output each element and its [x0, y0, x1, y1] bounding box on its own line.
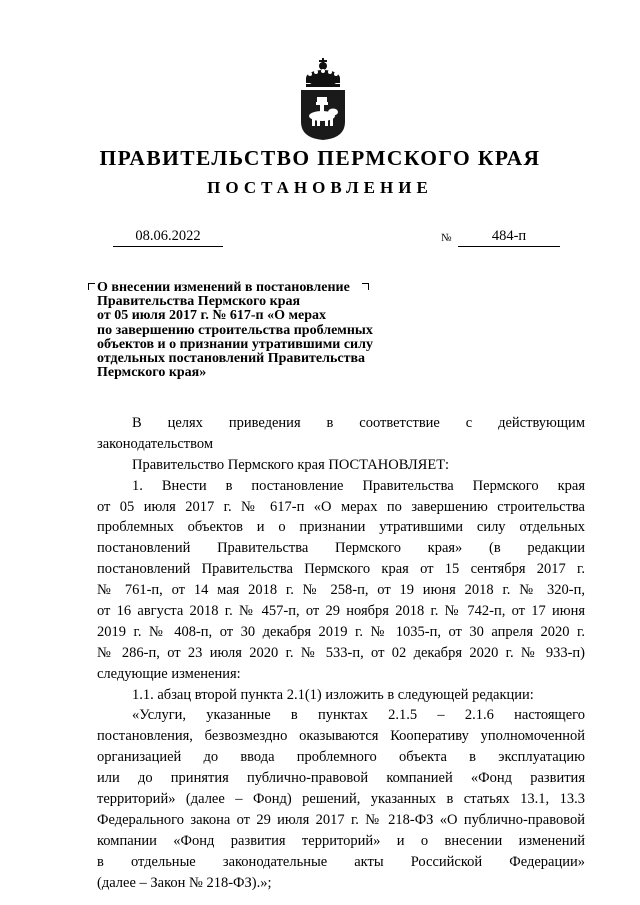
document-subject	[97, 281, 387, 380]
government-title: ПРАВИТЕЛЬСТВО ПЕРМСКОГО КРАЯ	[99, 146, 541, 170]
subject-line: от 05 июля 2017 г. № 617-п «О мерах	[97, 308, 327, 324]
body-line: (далее – Закон № 218-ФЗ).»;	[97, 874, 272, 891]
body-line: 1.1. абзац второй пункта 2.1(1) изложить в следующей редакции:	[132, 686, 534, 703]
body-line: Федерального закона от 29 июля 2017 г. № 218-ФЗ «О публично-правовой	[97, 811, 585, 828]
subject-line: О внесении изменений в постановление	[97, 280, 350, 295]
number-sign: №	[441, 232, 452, 244]
body-line: территорий» (далее – Фонд) решений, указанных в статьях 13.1, 13.3	[97, 791, 585, 808]
body-line: компании «Фонд развития территорий» и о внесении изменений	[97, 832, 585, 849]
crown-icon	[306, 58, 340, 87]
body-line: организацией до ввода проблемного объекта в эксплуатацию	[97, 749, 585, 766]
body-line: законодательством	[97, 435, 214, 452]
body-line: 2019 г. № 408-п, от 30 декабря 2019 г. № 1035-п, от 30 апреля 2020 г.	[97, 623, 585, 640]
body-line: № 761-п, от 14 мая 2018 г. № 258-п, от 19 июня 2018 г. № 320-п,	[97, 582, 585, 599]
body-line: Правительство Пермского края ПОСТАНОВЛЯЕТ:	[132, 456, 450, 473]
subject-line: отдельных постановлений Правительства	[97, 351, 366, 367]
subject-line: Правительства Пермского края	[97, 294, 301, 310]
subject-line: по завершению строительства проблемных	[97, 322, 373, 338]
body-line: в отдельные законодательные акты Российской Федерации»	[97, 853, 585, 870]
body-line: постановлений Правительства Пермского края от 15 сентября 2017 г.	[97, 561, 585, 578]
body-line: от 05 июля 2017 г. № 617-п «О мерах по завершению строительства	[97, 498, 585, 515]
body-line: проблемных объектов и о признании утратившими силу отдельных	[97, 519, 585, 536]
document-body	[97, 413, 585, 893]
body-line: постановления, безвозмездно оказываются Кооперативу уполномоченной	[97, 728, 585, 745]
subject-line: Пермского края»	[97, 365, 207, 381]
body-line: следующие изменения:	[97, 665, 241, 682]
document-type: ПОСТАНОВЛЕНИЕ	[207, 178, 433, 197]
document-date: 08.06.2022	[113, 227, 223, 247]
body-line: № 286-п, от 23 июля 2020 г. № 533-п, от 02 декабря 2020 г. № 933-п)	[97, 644, 585, 661]
body-line: постановлений Правительства Пермского края» (в редакции	[97, 540, 585, 557]
body-line: «Услуги, указанные в пунктах 2.1.5 – 2.1.6 настоящего	[132, 707, 585, 724]
body-line: или до принятия публично-правовой компанией «Фонд развития	[97, 770, 585, 787]
body-line: от 16 августа 2018 г. № 457-п, от 29 ноября 2018 г. № 742-п, от 17 июня	[97, 603, 585, 620]
subject-corner-mark-left	[88, 283, 95, 290]
document-number: 484-п	[458, 227, 560, 247]
body-line: 1. Внести в постановление Правительства Пермского края	[132, 477, 585, 494]
body-line: В целях приведения в соответствие с действующим	[132, 415, 585, 431]
subject-line: объектов и о признании утратившими силу	[97, 336, 373, 352]
coat-of-arms-icon	[296, 52, 350, 142]
